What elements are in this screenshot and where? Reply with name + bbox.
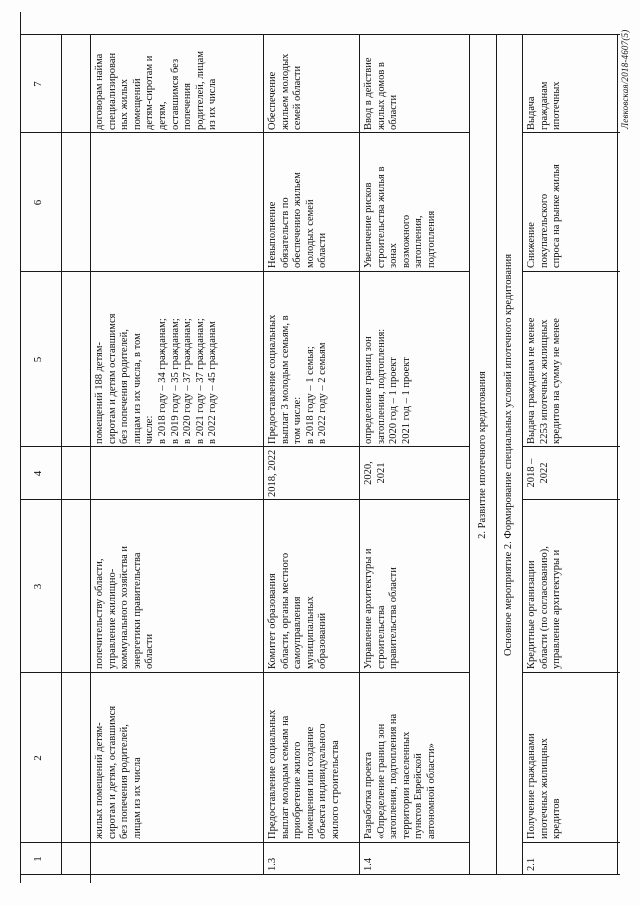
consequences-cell: Увеличение рисков строительства жилья в зонах возможного затопления, подтопления bbox=[363, 166, 437, 268]
consequences-cell: Невыполнение обязательств по обеспечению жильем молодых семей области bbox=[267, 172, 329, 268]
header-col-6: 6 bbox=[32, 199, 44, 206]
measure-cell: Предоставление социальных выплат молодым семьям на приобретение жилого помещения или создание объекта индивидуального жилого строительства bbox=[267, 709, 341, 839]
responsible-cell: Управление архитектуры и строительства правительства области bbox=[363, 548, 400, 669]
header-col-1: 1 bbox=[32, 856, 44, 862]
header-col-2: 2 bbox=[32, 755, 44, 761]
measure-cell: жилых помещений детям- сиротам и детям, оставшимся без попечения родителей, лицам из их числа bbox=[94, 705, 143, 839]
link-cell: Ввод в действие жилых домов в области bbox=[363, 57, 400, 130]
activity-heading: Основное мероприятие 2. Формирование специальных условий ипотечного кредитования bbox=[503, 253, 514, 657]
result-cell: Выдача гражданам не менее 2253 ипотечных жилищных кредитов на сумму не менее bbox=[526, 317, 563, 444]
row-number: 2.1 bbox=[526, 857, 537, 871]
consequences-cell: Снижение покупательского спроса на рынке жилья bbox=[526, 164, 563, 268]
years-cell: 2020, 2021 bbox=[363, 461, 387, 485]
section-heading: 2. Развитие ипотечного кредитования bbox=[477, 371, 488, 539]
responsible-cell: Комитет образования области, органы местного самоуправления муниципальных образований bbox=[267, 552, 329, 669]
measure-cell: Получение гражданами ипотечных жилищных кредитов bbox=[526, 733, 563, 839]
header-col-3: 3 bbox=[32, 583, 44, 590]
document-footer: Левковская/2018-4607(5) bbox=[620, 29, 630, 129]
header-col-7: 7 bbox=[32, 81, 44, 87]
header-col-4: 4 bbox=[32, 470, 44, 477]
link-cell: договорам найма специализирован ных жилых помещений детям-сиротам и детям, оставшимся без попечения родителей, лицам из их числа bbox=[94, 51, 219, 130]
responsible-cell: попечительству области, управление жилищно- коммунального хозяйства и энергетики правительства области bbox=[94, 545, 156, 669]
responsible-cell: Кредитные организации области (по согласованию), управление архитектуры и bbox=[526, 546, 563, 669]
result-cell: определение границ зон затопления, подтопления: 2020 год – 1 проект 2021 год – 1 проект bbox=[363, 328, 412, 444]
result-cell: Предоставление социальных выплат 3 молодым семьям, в том числе: в 2018 году – 1 семья; в 2022 году – 2 семьям bbox=[267, 314, 329, 444]
years-cell: 2018, 2022 bbox=[267, 449, 278, 497]
row-number: 1.4 bbox=[363, 857, 374, 871]
years-cell: 2018 – 2022 bbox=[526, 458, 550, 488]
row-number bbox=[94, 845, 262, 871]
measure-cell: Разработка проекта «Определение границ зон затопления, подтопления на территории населенных пунктов Еврейской автономной области» bbox=[363, 713, 437, 839]
header-col-5: 5 bbox=[32, 356, 44, 363]
link-cell: Выдача гражданам ипотечных bbox=[526, 81, 563, 130]
row-number: 1.3 bbox=[267, 857, 278, 871]
link-cell: Обеспечение жильем молодых семей области bbox=[267, 53, 304, 130]
result-cell: помещений 188 детям- сиротам и детям оставшимся без попечения родителей, лицам из их числа, в том числе: в 2018 году – 34 гражданам; в 2019 году – 35 гражданам; в 2020 году – 37 гражданам; в 2021 году – 37 гражданам; в 2022 году – 45 гражданам bbox=[94, 313, 219, 444]
